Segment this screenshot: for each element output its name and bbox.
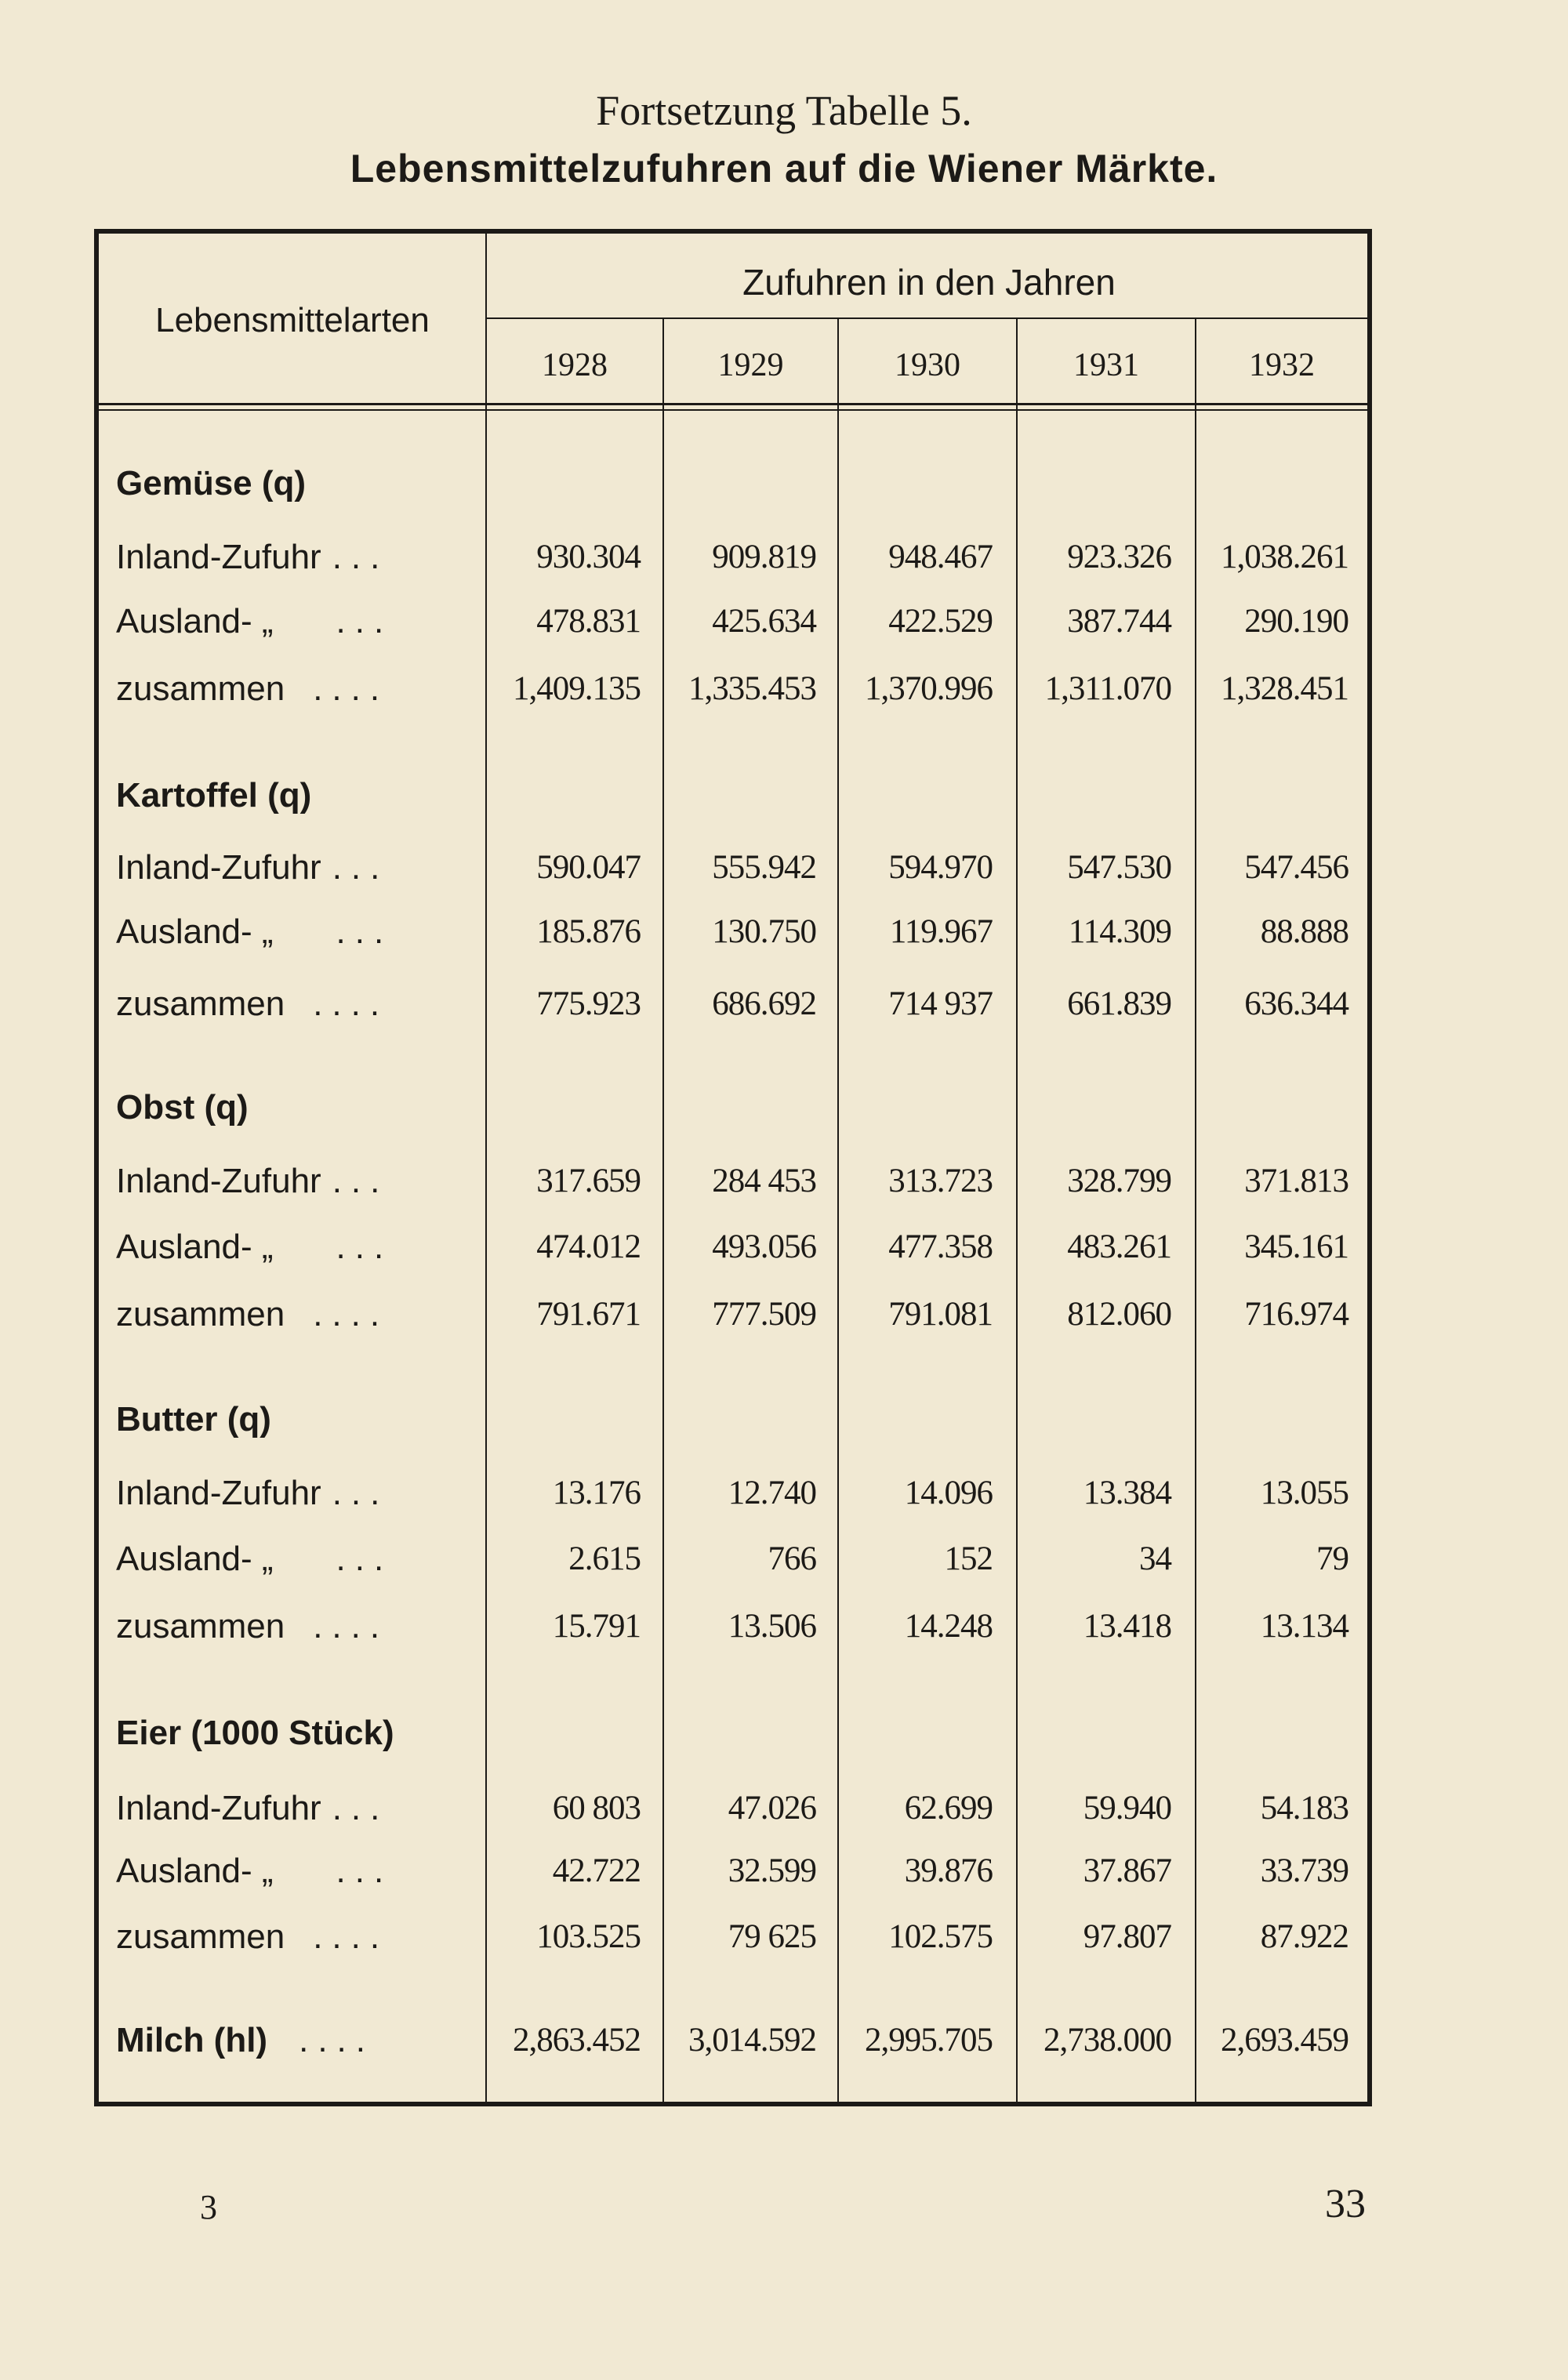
group-title-obst: Obst (q) bbox=[116, 1088, 249, 1127]
leader-dots: ... bbox=[336, 1228, 394, 1266]
table-cell: 2.615 bbox=[568, 1540, 641, 1577]
year-header-1930: 1930 bbox=[895, 347, 960, 383]
row-label-milch bbox=[116, 2021, 461, 2060]
table-cell: 14.248 bbox=[904, 1608, 993, 1645]
table-cell: 590.047 bbox=[536, 849, 641, 886]
row-label bbox=[116, 1917, 461, 1957]
table-cell: 909.819 bbox=[712, 539, 816, 575]
leader-dots: .... bbox=[299, 2021, 375, 2059]
table-cell: 34 bbox=[1139, 1540, 1171, 1577]
table-cell: 97.807 bbox=[1083, 1918, 1171, 1955]
group-title-kartoffel: Kartoffel (q) bbox=[116, 776, 312, 814]
row-label bbox=[116, 848, 461, 887]
table-cell: 1,328.451 bbox=[1221, 670, 1348, 707]
table-cell: 47.026 bbox=[728, 1790, 816, 1827]
leader-dots: .... bbox=[313, 1917, 390, 1956]
table-cell: 33.739 bbox=[1260, 1852, 1348, 1889]
leader-dots: ... bbox=[336, 912, 394, 951]
table-cell: 777.509 bbox=[712, 1296, 816, 1333]
table-cell: 791.671 bbox=[536, 1296, 641, 1333]
table-cell: 812.060 bbox=[1067, 1296, 1171, 1333]
table-cell: 119.967 bbox=[889, 913, 993, 950]
table-cell: 290.190 bbox=[1244, 603, 1348, 640]
table-cell: 185.876 bbox=[536, 913, 641, 950]
column-rule-3 bbox=[837, 317, 839, 2102]
group-title-gemuese: Gemüse (q) bbox=[116, 464, 307, 502]
years-header: Zufuhren in den Jahren bbox=[742, 262, 1116, 303]
column-rule-4 bbox=[1016, 317, 1018, 2102]
row-label bbox=[116, 985, 461, 1024]
table-cell: 493.056 bbox=[712, 1228, 816, 1265]
row-label bbox=[116, 1474, 461, 1513]
row-label-text: zusammen bbox=[116, 1295, 285, 1333]
table-cell: 328.799 bbox=[1067, 1163, 1171, 1199]
row-label-text: Ausland- „ bbox=[116, 1228, 274, 1266]
row-label bbox=[116, 1852, 461, 1891]
table-cell: 425.634 bbox=[712, 603, 816, 640]
table-cell: 1,370.996 bbox=[865, 670, 993, 707]
table-cell: 13.418 bbox=[1083, 1608, 1171, 1645]
table-cell: 345.161 bbox=[1244, 1228, 1348, 1265]
row-label-text: Ausland- „ bbox=[116, 602, 274, 640]
row-label bbox=[116, 912, 461, 952]
table-cell: 636.344 bbox=[1244, 985, 1348, 1022]
table-cell: 547.456 bbox=[1244, 849, 1348, 886]
table-cell: 387.744 bbox=[1067, 603, 1171, 640]
table-cell: 14.096 bbox=[904, 1475, 993, 1511]
column-rule-5 bbox=[1195, 317, 1196, 2102]
row-label-text: Ausland- „ bbox=[116, 1852, 274, 1890]
row-label-text: zusammen bbox=[116, 985, 285, 1023]
year-header-1931: 1931 bbox=[1073, 347, 1139, 383]
column-rule-2 bbox=[662, 317, 664, 2102]
table-cell: 13.384 bbox=[1083, 1475, 1171, 1511]
table-cell: 371.813 bbox=[1244, 1163, 1348, 1199]
table-cell: 547.530 bbox=[1067, 849, 1171, 886]
table-cell: 791.081 bbox=[888, 1296, 993, 1333]
row-label-text: Ausland- „ bbox=[116, 912, 274, 951]
table-cell: 2,738.000 bbox=[1044, 2022, 1171, 2059]
table-cell: 87.922 bbox=[1260, 1918, 1348, 1955]
table-cell: 59.940 bbox=[1083, 1790, 1171, 1827]
leader-dots: ... bbox=[336, 602, 394, 640]
table-cell: 313.723 bbox=[888, 1163, 993, 1199]
row-label-text: Inland-Zufuhr bbox=[116, 1789, 321, 1827]
page-number: 33 bbox=[1325, 2182, 1366, 2226]
table-cell: 422.529 bbox=[888, 603, 993, 640]
table-cell: 714 937 bbox=[888, 985, 993, 1022]
leader-dots: .... bbox=[313, 985, 390, 1023]
table-cell: 1,038.261 bbox=[1221, 539, 1348, 575]
leader-dots: ... bbox=[332, 1474, 390, 1512]
table-cell: 317.659 bbox=[536, 1163, 641, 1199]
year-header-1929: 1929 bbox=[717, 347, 784, 383]
table-cell: 32.599 bbox=[728, 1852, 816, 1889]
row-label-text: Ausland- „ bbox=[116, 1540, 274, 1578]
group-title-butter: Butter (q) bbox=[116, 1400, 271, 1439]
table-cell: 1,409.135 bbox=[513, 670, 641, 707]
table-cell: 42.722 bbox=[552, 1852, 641, 1889]
table-cell: 13.055 bbox=[1260, 1475, 1348, 1511]
table-cell: 12.740 bbox=[728, 1475, 816, 1511]
table-title: Lebensmittelzufuhren auf die Wiener Märkte. bbox=[350, 147, 1218, 190]
table-cell: 661.839 bbox=[1067, 985, 1171, 1022]
row-label bbox=[116, 1162, 461, 1201]
table-cell: 930.304 bbox=[536, 539, 641, 575]
table-cell: 114.309 bbox=[1068, 913, 1171, 950]
table-cell: 474.012 bbox=[536, 1228, 641, 1265]
row-label-text: Inland-Zufuhr bbox=[116, 1162, 321, 1200]
row-label-text: zusammen bbox=[116, 669, 285, 708]
leader-dots: ... bbox=[332, 848, 390, 887]
table-cell: 130.750 bbox=[712, 913, 816, 950]
table-cell: 13.176 bbox=[552, 1475, 641, 1511]
leader-dots: ... bbox=[332, 1789, 390, 1827]
table-cell: 88.888 bbox=[1260, 913, 1348, 950]
header-sub-line bbox=[486, 317, 1372, 319]
table-cell: 284 453 bbox=[712, 1163, 816, 1199]
table-cell: 477.358 bbox=[888, 1228, 993, 1265]
table-cell: 2,693.459 bbox=[1221, 2022, 1348, 2059]
table-caption: Fortsetzung Tabelle 5. bbox=[596, 87, 972, 134]
row-label-text: zusammen bbox=[116, 1917, 285, 1956]
table-cell: 948.467 bbox=[888, 539, 993, 575]
table-cell: 103.525 bbox=[536, 1918, 641, 1955]
table-cell: 483.261 bbox=[1067, 1228, 1171, 1265]
table-cell: 1,311.070 bbox=[1044, 670, 1171, 707]
table-cell: 39.876 bbox=[904, 1852, 993, 1889]
table-cell: 79 bbox=[1316, 1540, 1348, 1577]
row-label bbox=[116, 602, 461, 641]
leader-dots: ... bbox=[332, 1162, 390, 1200]
leader-dots: ... bbox=[332, 538, 390, 576]
row-label-text: Inland-Zufuhr bbox=[116, 1474, 321, 1512]
table-cell: 2,995.705 bbox=[865, 2022, 993, 2059]
table-cell: 2,863.452 bbox=[513, 2022, 641, 2059]
row-label-text: Inland-Zufuhr bbox=[116, 538, 321, 576]
table-cell: 60 803 bbox=[552, 1790, 641, 1827]
year-header-1928: 1928 bbox=[542, 347, 608, 383]
row-label bbox=[116, 1607, 461, 1646]
table-cell: 37.867 bbox=[1083, 1852, 1171, 1889]
signature-mark: 3 bbox=[200, 2188, 217, 2226]
row-label bbox=[116, 1789, 461, 1828]
table-cell: 62.699 bbox=[904, 1790, 993, 1827]
leader-dots: .... bbox=[313, 669, 390, 708]
row-label bbox=[116, 1295, 461, 1334]
row-label bbox=[116, 1540, 461, 1579]
row-label-text: Inland-Zufuhr bbox=[116, 848, 321, 887]
table-cell: 716.974 bbox=[1244, 1296, 1348, 1333]
table-cell: 478.831 bbox=[536, 603, 641, 640]
row-label bbox=[116, 669, 461, 709]
table-cell: 1,335.453 bbox=[688, 670, 816, 707]
table-cell: 102.575 bbox=[888, 1918, 993, 1955]
table-cell: 686.692 bbox=[712, 985, 816, 1022]
food-type-header: Lebensmittelarten bbox=[155, 301, 430, 339]
leader-dots: ... bbox=[336, 1852, 394, 1890]
table-cell: 13.506 bbox=[728, 1608, 816, 1645]
header-bottom-line bbox=[99, 403, 1367, 405]
table-cell: 79 625 bbox=[728, 1918, 816, 1955]
table-cell: 3,014.592 bbox=[688, 2022, 816, 2059]
table-cell: 923.326 bbox=[1067, 539, 1171, 575]
table-cell: 13.134 bbox=[1260, 1608, 1348, 1645]
row-label bbox=[116, 538, 461, 577]
row-label-text: zusammen bbox=[116, 1607, 285, 1645]
group-title-eier: Eier (1000 Stück) bbox=[116, 1714, 394, 1752]
leader-dots: .... bbox=[313, 1607, 390, 1645]
table-cell: 555.942 bbox=[712, 849, 816, 886]
leader-dots: .... bbox=[313, 1295, 390, 1333]
year-header-1932: 1932 bbox=[1249, 347, 1315, 383]
header-bottom-line-2 bbox=[99, 409, 1367, 411]
row-label-text: Milch (hl) bbox=[116, 2021, 268, 2059]
table-cell: 766 bbox=[768, 1540, 816, 1577]
table-cell: 54.183 bbox=[1260, 1790, 1348, 1827]
table-cell: 594.970 bbox=[888, 849, 993, 886]
row-label bbox=[116, 1228, 461, 1267]
table-cell: 15.791 bbox=[552, 1608, 641, 1645]
table-cell: 775.923 bbox=[536, 985, 641, 1022]
leader-dots: ... bbox=[336, 1540, 394, 1578]
table-cell: 152 bbox=[944, 1540, 993, 1577]
